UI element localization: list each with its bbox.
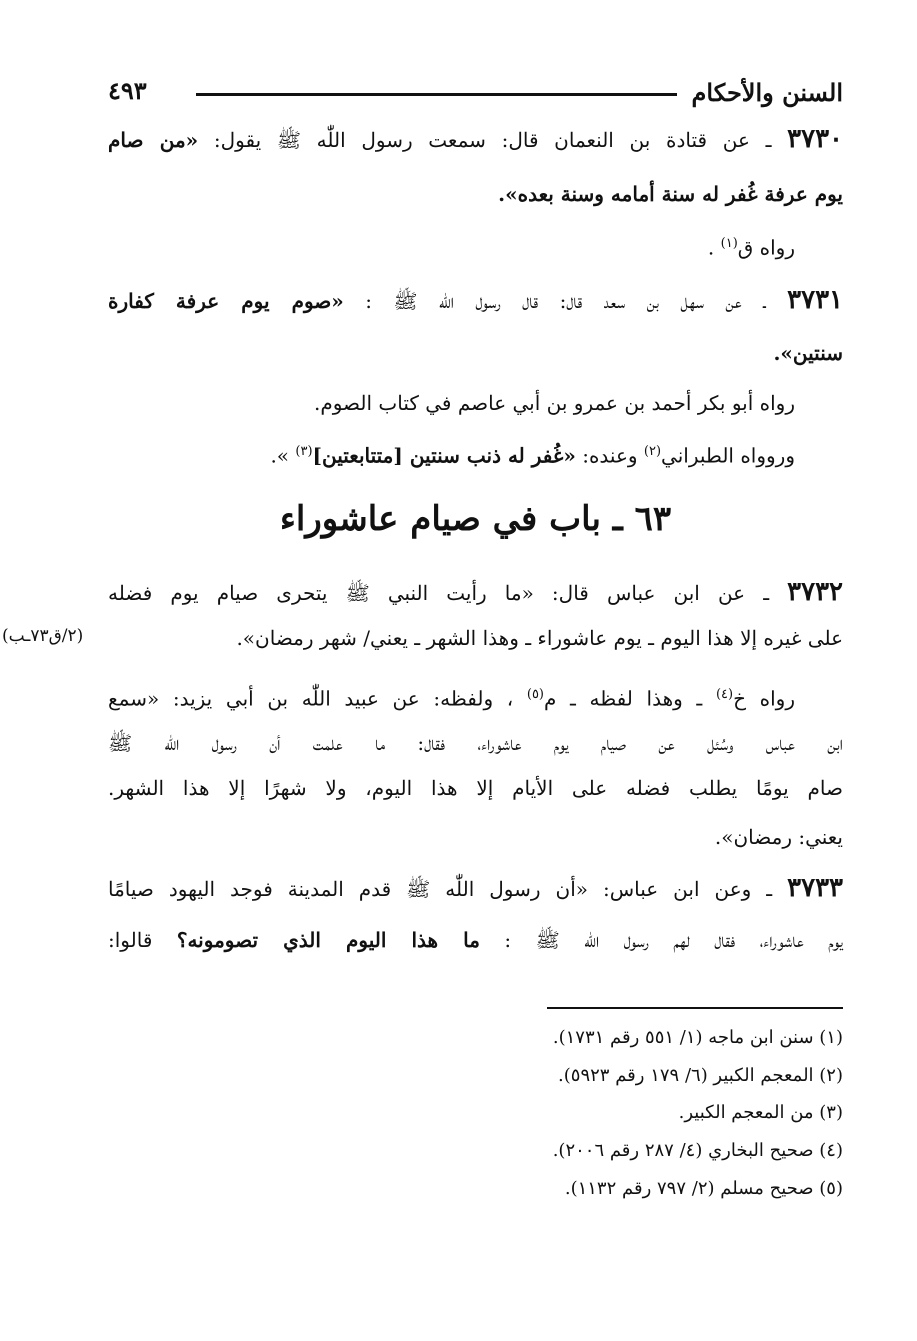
hadith-3732-line-3 — [108, 680, 795, 714]
hadith-3732-line-6 — [108, 822, 843, 852]
footnote-2: (٢) المعجم الكبير (٦/ ١٧٩ رقم ٥٩٢٣). — [558, 1065, 843, 1086]
hadith-quote: ما هذا اليوم الذي تصومونه؟ — [176, 928, 480, 952]
running-header — [108, 72, 843, 112]
hadith-3730-line-2 — [108, 179, 843, 209]
riwaya-text: رواه أبو بكر أحمد بن عمرو بن أبي عاصم في كتاب الصوم. — [313, 391, 795, 415]
riwaya-text: ، ولفظه: عن عبيد اللّٰه بن أبي يزيد: «سمع — [108, 686, 527, 711]
margin-note: (٢/ق٧٣ـب) — [2, 626, 84, 646]
riwaya-text: وروواه الطبراني — [661, 443, 795, 468]
footnote-ref: (٤) — [715, 687, 734, 702]
footnote-ref: (٥) — [526, 687, 544, 702]
hadith-text: قالوا: — [108, 928, 177, 952]
hadith-number: ٣٧٣٢ — [787, 577, 843, 607]
hadith-text: ـ عن قتادة بن النعمان قال: سمعت رسول اللّٰه ﷺ يقول: — [198, 128, 788, 152]
footnote-5: (٥) صحيح مسلم (٢/ ٧٩٧ رقم ١١٣٢). — [564, 1178, 843, 1199]
header-rule — [196, 93, 677, 96]
hadith-text: ـ وعن ابن عباس: «أن رسول اللّٰه ﷺ قدم المدينة فوجد اليهود صيامًا — [108, 877, 788, 901]
running-header-title: السنن والأحكام — [691, 78, 843, 107]
hadith-number: ٣٧٣٠ — [787, 124, 843, 154]
footnote-1: (١) سنن ابن ماجه (١/ ٥٥١ رقم ١٧٣١). — [552, 1027, 843, 1048]
riwaya-text: وعنده: — [575, 443, 644, 468]
footnote-ref: (٣) — [295, 444, 313, 459]
footnote-rule — [547, 1007, 843, 1009]
footnote-4: (٤) صحيح البخاري (٤/ ٢٨٧ رقم ٢٠٠٦). — [552, 1140, 843, 1161]
hadith-number: ٣٧٣٣ — [787, 873, 843, 903]
hadith-3732-line-1 — [108, 577, 843, 608]
hadith-3732-line-5 — [108, 773, 843, 803]
hadith-3731-line-1 — [108, 285, 843, 316]
riwaya-text: ـ وهذا لفظه ـ م — [544, 686, 716, 711]
hadith-quote: «من صام — [108, 128, 199, 152]
hadith-3731-riwaya-2 — [108, 437, 795, 471]
hadith-text: يعني: رمضان». — [714, 825, 843, 849]
hadith-quote: «صوم يوم عرفة كفارة — [108, 289, 344, 313]
riwaya-quote: «غُفر له ذنب سنتين [متتابعتين] — [312, 443, 576, 468]
hadith-text: ابن عباس وسُئل عن صيام يوم عاشوراء، فقال: ما علمت أن رسول اللّٰه ﷺ — [108, 731, 843, 755]
page-number: ٤٩٣ — [108, 76, 147, 105]
hadith-quote: سنتين». — [773, 341, 843, 365]
hadith-3731-riwaya-1 — [108, 388, 795, 418]
hadith-text: على غيره إلا هذا اليوم ـ يوم عاشوراء ـ وهذا الشهر ـ يعني/ شهر رمضان». — [236, 626, 843, 650]
hadith-text: ـ عن سهل بن سعد قال: قال رسول اللّٰه ﷺ : — [343, 289, 788, 313]
hadith-3732-line-2 — [108, 623, 843, 653]
chapter-heading: ٦٣ ـ باب في صيام عاشوراء — [279, 499, 672, 539]
footnote-ref: (١) — [720, 236, 738, 251]
riwaya-text: رواه ق — [737, 235, 795, 260]
hadith-3730-line-1 — [108, 124, 843, 155]
riwaya-text: رواه خ — [733, 686, 795, 711]
riwaya-end: . — [707, 235, 721, 260]
hadith-3730-riwaya — [108, 229, 795, 263]
hadith-3733-line-2 — [108, 925, 843, 955]
hadith-3733-line-1 — [108, 873, 843, 904]
footnote-3: (٣) من المعجم الكبير. — [678, 1102, 843, 1123]
riwaya-end: ». — [270, 443, 296, 468]
hadith-number: ٣٧٣١ — [787, 285, 843, 315]
hadith-text: ـ عن ابن عباس قال: «ما رأيت النبي ﷺ يتحرى صيام يوم فضله — [108, 581, 788, 605]
hadith-3731-line-2 — [108, 338, 843, 368]
hadith-text: يوم عاشوراء، فقال لهم رسول اللّٰه ﷺ : — [479, 928, 843, 952]
hadith-text: صام يومًا يطلب فضله على الأيام إلا هذا اليوم، ولا شهرًا إلا هذا الشهر. — [108, 776, 843, 800]
hadith-quote: يوم عرفة غُفر له سنة أمامه وسنة بعده». — [498, 182, 843, 206]
footnote-ref: (٢) — [643, 444, 662, 459]
hadith-3732-line-4 — [108, 728, 843, 758]
